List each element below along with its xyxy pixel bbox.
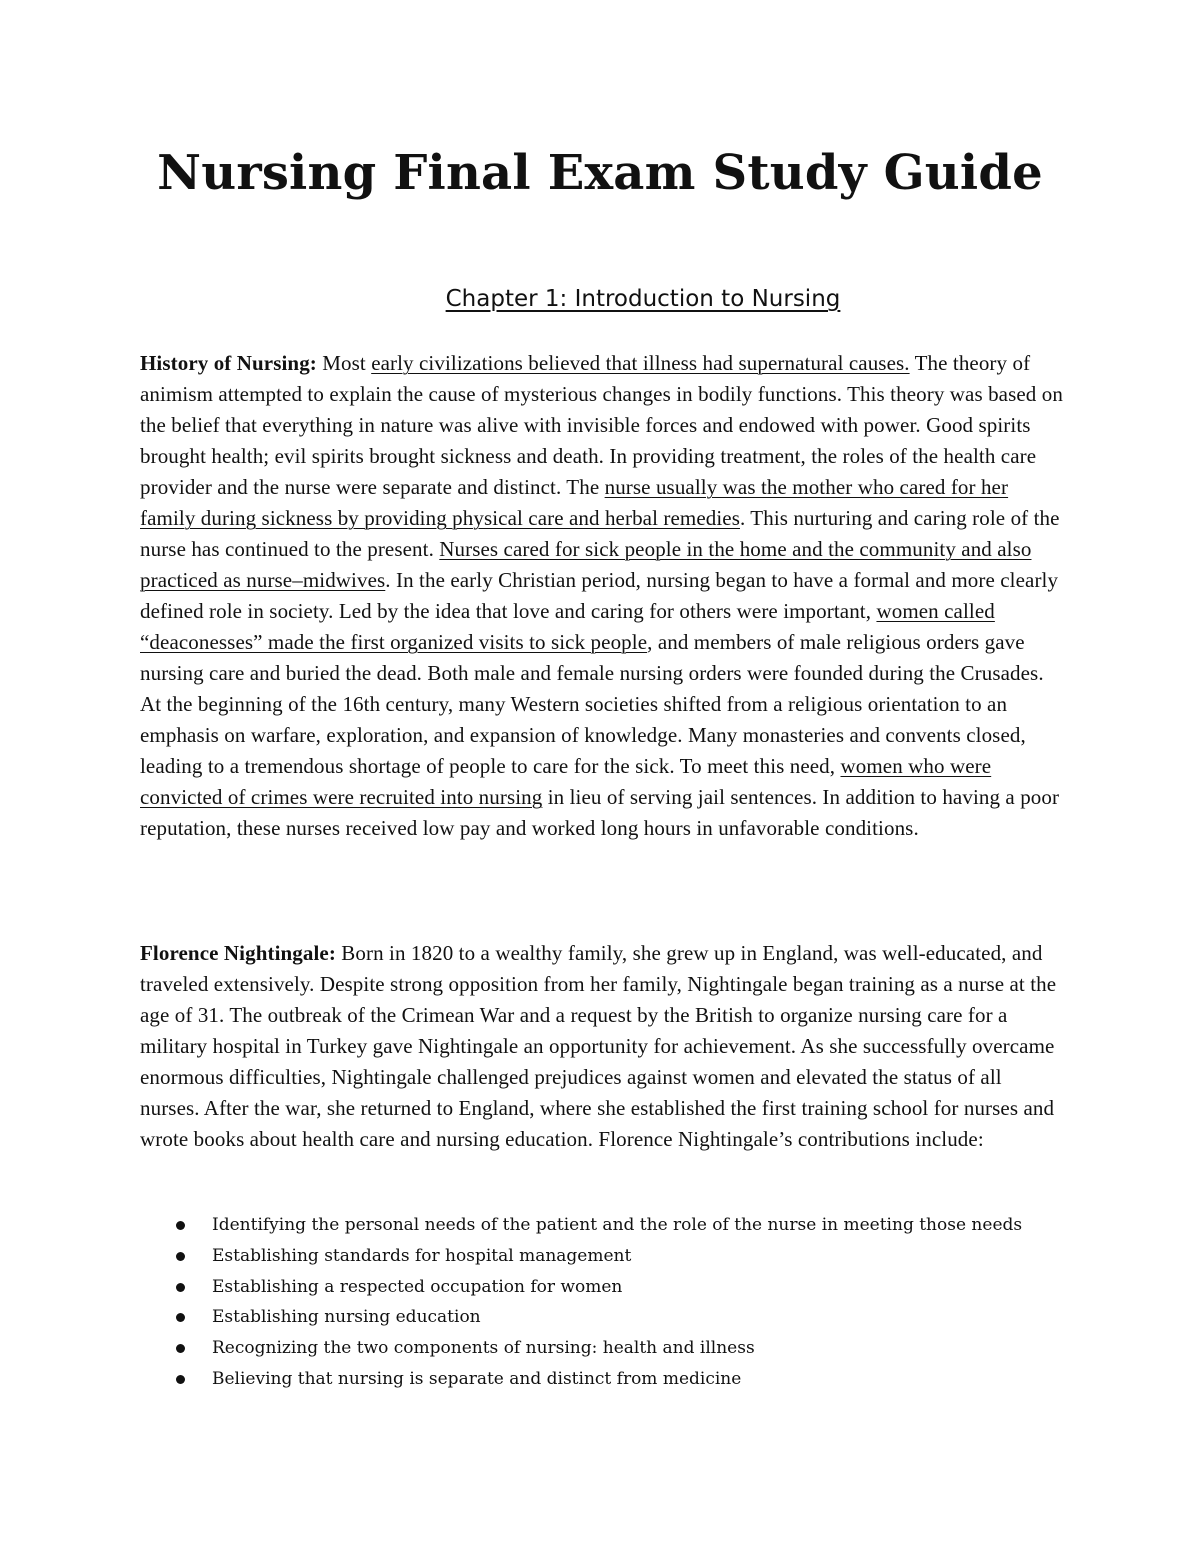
- history-lead: History of Nursing:: [140, 351, 317, 375]
- history-segment: in lieu of serving jail sentences. In addition to having a poor reputation, these nurses received low pay and worked long hours in unfavorable conditions.: [140, 785, 1060, 840]
- history-segment-underlined: women who were convicted of crimes were recruited into nursing: [140, 754, 992, 809]
- list-item-text: Establishing nursing education: [212, 1307, 481, 1328]
- list-item-text: Establishing a respected occupation for women: [212, 1276, 623, 1297]
- page-title: Nursing Final Exam Study Guide: [157, 145, 1043, 201]
- history-segment-underlined: early civilizations believed that illness had supernatural causes.: [371, 351, 910, 375]
- history-segment-underlined: Nurses cared for sick people in the home and the community and also practiced as nurse–midwives: [140, 537, 1032, 592]
- history-segment: , and members of male religious orders gave nursing care and buried the dead. Both male and female nursing orders were founded during the Crusades. At the beginning of the 16th century, many Western societies shifted from a religious orientation to an emphasis on warfare, exploration, and expansion of knowledge. Many monasteries and convents closed, leading to a tremendous shortage of people to care for the sick. To meet this need,: [140, 630, 1044, 778]
- bullet-icon: [176, 1313, 185, 1322]
- history-segment: Most: [316, 351, 372, 375]
- history-segment-underlined: nurse usually was the mother who cared for her family during sickness by providing physical care and herbal remedies: [140, 475, 1009, 530]
- list-item: [140, 1364, 1100, 1395]
- bullet-icon: [176, 1375, 185, 1384]
- list-item: [140, 1210, 1100, 1241]
- history-segment: . This nurturing and caring role of the nurse has continued to the present.: [140, 506, 1060, 561]
- history-paragraph: [140, 348, 1065, 844]
- nightingale-lead: Florence Nightingale:: [140, 941, 336, 965]
- list-item-text: Identifying the personal needs of the patient and the role of the nurse in meeting those needs: [212, 1215, 1023, 1235]
- bullet-icon: [176, 1221, 185, 1230]
- history-segment-underlined: women called “deaconesses” made the first organized visits to sick people: [140, 599, 995, 654]
- nightingale-paragraph: [140, 938, 1065, 1155]
- list-item: [140, 1241, 1100, 1272]
- list-item: [140, 1272, 1100, 1303]
- chapter-heading: [0, 280, 1200, 318]
- bullet-icon: [176, 1344, 185, 1353]
- chapter-heading-text: Chapter 1: Introduction to Nursing: [445, 286, 841, 312]
- list-item: [140, 1302, 1100, 1333]
- list-item-text: Establishing standards for hospital management: [212, 1245, 632, 1266]
- contributions-list: [140, 1210, 1100, 1395]
- history-section: [140, 348, 1065, 844]
- nightingale-text: Born in 1820 to a wealthy family, she grew up in England, was well-educated, and traveled extensively. Despite strong opposition from her family, Nightingale began training as a nurse at the age of 31. The outbreak of the Crimean War and a request by the British to organize nursing care for a military hospital in Turkey gave Nightingale an opportunity for achievement. As she successfully overcame enormous difficulties, Nightingale challenged prejudices against women and elevated the status of all nurses. After the war, she returned to England, where she established the first training school for nurses and wrote books about health care and nursing education. Florence Nightingale’s contributions include:: [140, 941, 1057, 1151]
- history-segment: The theory of animism attempted to explain the cause of mysterious changes in bodily functions. This theory was based on the belief that everything in nature was alive with invisible forces and endowed with power. Good spirits brought health; evil spirits brought sickness and death. In providing treatment, the roles of the health care provider and the nurse were separate and distinct. The: [140, 351, 1063, 499]
- bullet-icon: [176, 1283, 185, 1292]
- list-item: [140, 1333, 1100, 1364]
- bullet-icon: [176, 1252, 185, 1261]
- nightingale-section: [140, 938, 1065, 1155]
- list-item-text: Recognizing the two components of nursing: health and illness: [212, 1338, 755, 1359]
- list-item-text: Believing that nursing is separate and distinct from medicine: [212, 1368, 742, 1389]
- history-segment: . In the early Christian period, nursing began to have a formal and more clearly defined role in society. Led by the idea that love and caring for others were important,: [140, 568, 1059, 623]
